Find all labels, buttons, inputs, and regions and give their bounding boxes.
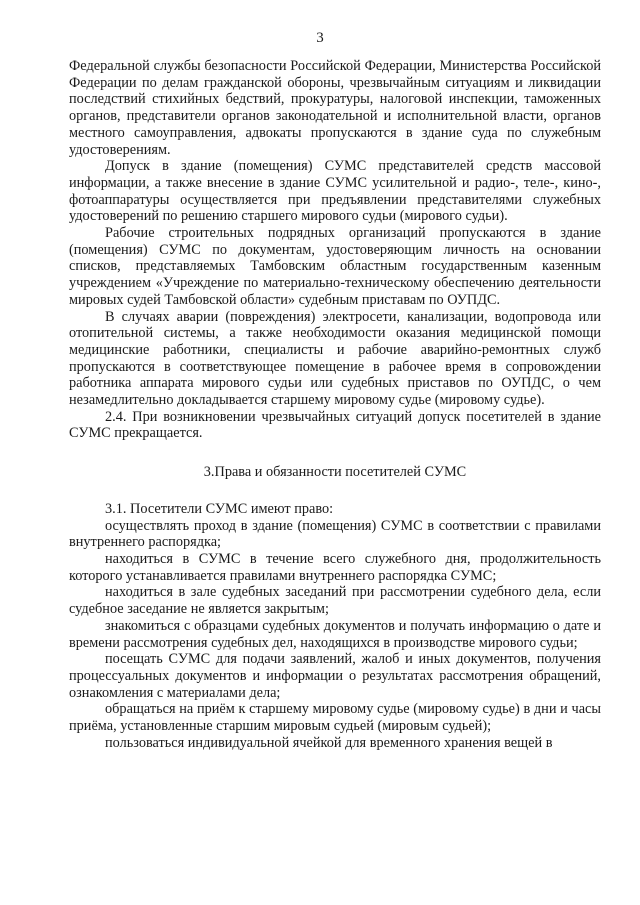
- paragraph: посещать СУМС для подачи заявлений, жалоб и иных документов, получения процессуальных документов и информации о результатах рассмотрения обращений, ознакомления с материалами дела;: [69, 651, 601, 701]
- paragraph: Рабочие строительных подрядных организаций пропускаются в здание (помещения) СУМС по документам, удостоверяющим личность на основании списков, представляемых Тамбовским областным государственным казенным учреждением «Учреждение по материально-техническому обеспечению деятельности мировых судей Тамбовской области» судебным приставам по ОУПДС.: [69, 225, 601, 308]
- section-title: 3.Права и обязанности посетителей СУМС: [203, 464, 467, 481]
- paragraph: 3.1. Посетители СУМС имеют право:: [105, 500, 334, 517]
- paragraph: Федеральной службы безопасности Российской Федерации, Министерства Российской Федерации по делам гражданской обороны, чрезвычайным ситуациям и ликвидации последствий стихийных бедствий, прокуратуры, налоговой инспекции, таможенных органов, представители органов законодательной и исполнительной власти, органов местного самоуправления, адвокаты пропускаются в здание суда по служебным удостоверениям.: [69, 58, 601, 158]
- paragraph: осуществлять проход в здание (помещения) СУМС в соответствии с правилами внутреннего распорядка;: [69, 517, 601, 551]
- paragraph: 2.4. При возникновении чрезвычайных ситуаций допуск посетителей в здание СУМС прекращается.: [69, 408, 601, 442]
- paragraph: находиться в СУМС в течение всего служебного дня, продолжительность которого устанавливается правилами внутреннего распорядка СУМС;: [69, 550, 601, 584]
- paragraph: пользоваться индивидуальной ячейкой для временного хранения вещей в: [105, 734, 553, 751]
- paragraph: Допуск в здание (помещения) СУМС представителей средств массовой информации, а также внесение в здание СУМС усилительной и радио-, теле-, кино-, фотоаппаратуры осуществляется при предъявлении представителями служебных удостоверений по решению старшего мирового судьи (мирового судьи).: [69, 158, 601, 225]
- page-number: 3: [316, 30, 324, 46]
- paragraph: В случаях аварии (повреждения) электросети, канализации, водопровода или отопительной системы, а также необходимости оказания медицинской помощи медицинские работники, специалисты и рабочие аварийно-ремонтных служб пропускаются в соответствующее помещение в рабочее время в сопровождении работника аппарата мирового судьи или судебных приставов по ОУПДС, о чем незамедлительно докладывается старшему мировому судье (мировому судье).: [69, 308, 601, 409]
- document-body: [69, 58, 601, 751]
- paragraph: находиться в зале судебных заседаний при рассмотрении судебного дела, если судебное заседание не является закрытым;: [69, 584, 601, 618]
- paragraph: знакомиться с образцами судебных документов и получать информацию о дате и времени рассмотрения судебных дел, находящихся в производстве мирового судьи;: [69, 617, 601, 651]
- paragraph: обращаться на приём к старшему мировому судье (мировому судье) в дни и часы приёма, установленные старшим мировым судьей (мировым судьей);: [69, 701, 601, 735]
